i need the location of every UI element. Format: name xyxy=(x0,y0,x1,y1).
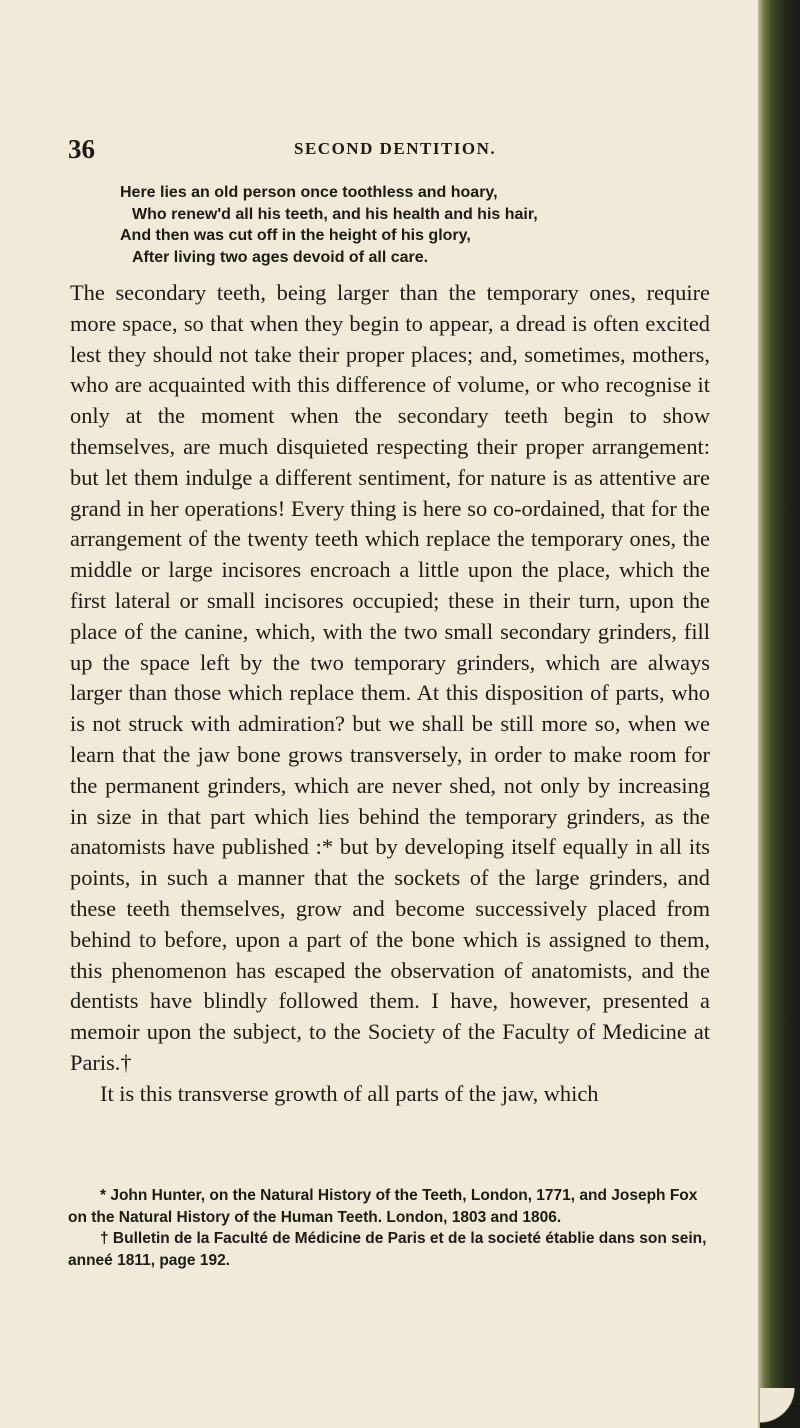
verse-epitaph xyxy=(120,182,720,268)
page-header xyxy=(68,134,708,164)
book-edge-shadow xyxy=(758,0,800,1428)
footnotes xyxy=(68,1185,718,1271)
verse-line: Here lies an old person once toothless and hoary, xyxy=(120,184,498,201)
verse-line: And then was cut off in the height of his glory, xyxy=(120,227,471,244)
page-number: 36 xyxy=(68,134,95,164)
paragraph: It is this transverse growth of all parts of the jaw, which xyxy=(100,1080,599,1106)
page-corner xyxy=(760,1388,800,1428)
footnote: * John Hunter, on the Natural History of the Teeth, London, 1771, and Joseph Fox on the Natural History of the Human Teeth. London, 1803 and 1806. xyxy=(68,1187,698,1226)
running-head: SECOND DENTITION. xyxy=(294,139,497,158)
body-text xyxy=(70,278,710,1110)
footnote: † Bulletin de la Faculté de Médicine de Paris et de la societé établie dans son sein, anneé 1811, page 192. xyxy=(68,1230,707,1269)
verse-line: After living two ages devoid of all care. xyxy=(132,248,429,266)
verse-line: Who renew'd all his teeth, and his health and his hair, xyxy=(132,205,538,223)
paragraph: The secondary teeth, being larger than the temporary ones, require more space, so that when they begin to appear, a dread is often excited lest they should not take their proper places; and, sometimes, mothers, who are acquainted with this difference of volume, or who recognise it only at the moment when the secondary teeth begin to show themselves, are much disquieted respecting their proper arrangement: but let them indulge a different sentiment, for nature is as attentive are grand in her operations! Every thing is here so co-ordained, that for the arrangement of the twenty teeth which replace the temporary ones, the middle or large incisores encroach a little upon the place, which the first lateral or small incisores occupied; these in their turn, upon the place of the canine, which, with the two small secondary grinders, fill up the space left by the two temporary grinders, which are always larger than those which replace them. At this disposition of parts, who is not struck with admiration? but we shall be still more so, when we learn that the jaw bone grows transversely, in order to make room for the permanent grinders, which are never shed, not only by increasing in size in that part which lies behind the temporary grinders, as the anatomists have published :* but by developing itself equally in all its points, in such a manner that the sockets of the large grinders, and these teeth themselves, grow and become successively placed from behind to before, upon a part of the bone which is assigned to them, this phenomenon has escaped the observation of anatomists, and the dentists have blindly followed them. I have, however, presented a memoir upon the subject, to the Society of the Faculty of Medicine at Paris.† xyxy=(70,280,710,1075)
